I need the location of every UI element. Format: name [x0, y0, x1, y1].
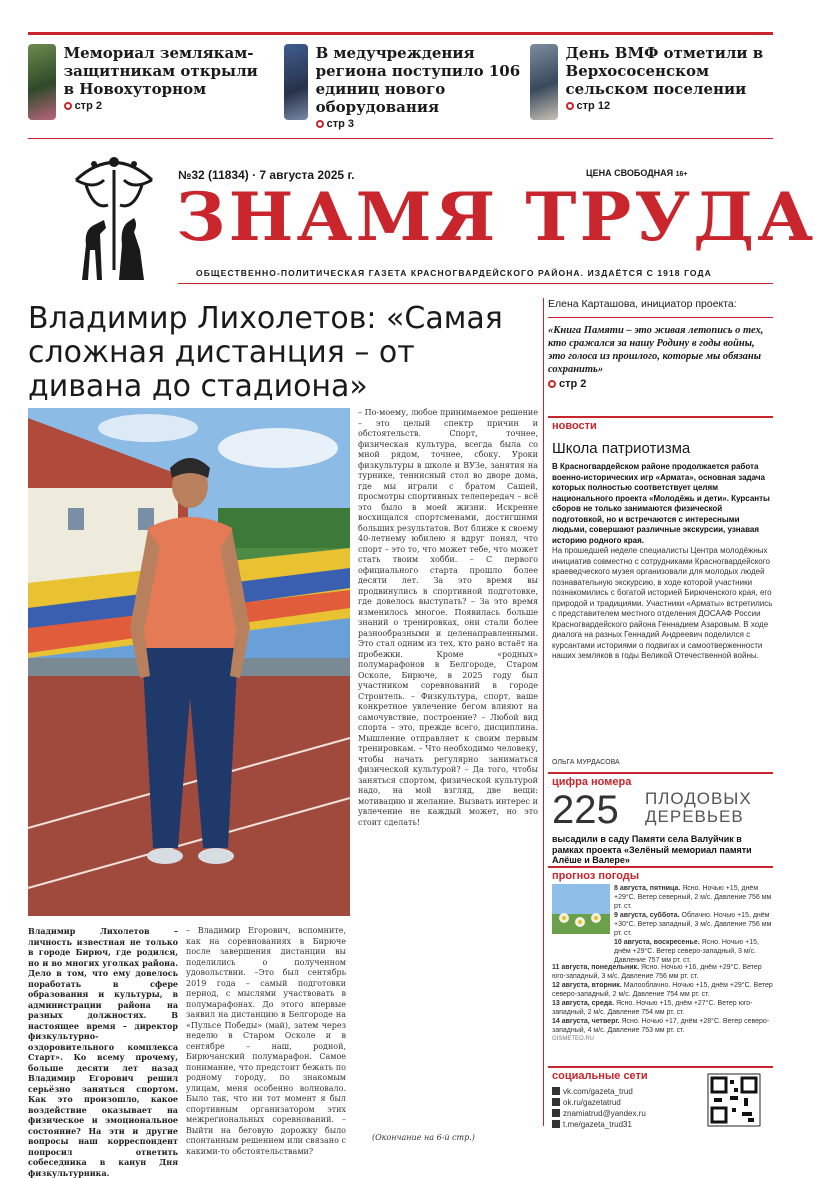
- number-text: высадили в саду Памяти села Валуйчик в рамках проекта «Зелёный мемориал памяти Алёше и Валере»: [552, 834, 752, 865]
- page-marker-icon: [316, 120, 324, 128]
- article-headline: Владимир Лихолетов: «Самая сложная дистанция – от дивана до стадиона»: [28, 301, 503, 404]
- logo-emblem-icon: [64, 150, 164, 285]
- weather-rubric: прогноз погоды: [552, 870, 640, 882]
- news-body: На прошедшей неделе специалисты Центра молодёжных инициатив совместно с сотрудниками Красногвардейского краеведческого музея организовали для молодых людей познавательную экскурсию, в ходе которой участники познакомились с богатой историей Бирюченского края, его природой и традициями. Участники «Арматы» встретились с представителем местного отделения ДОСААФ России Красногвардейского района Геннадием Азаровым. В ходе диалога на разных Геннадий Андреевич поделился с курсантами историями о подвигах и самоотверженности наших земляков в годы Великой Отечественной войны.: [552, 546, 773, 660]
- teaser-2[interactable]: [284, 44, 529, 128]
- news-rule: [548, 416, 773, 418]
- sidebar-quote: [548, 298, 773, 390]
- header-rule: [28, 138, 773, 139]
- masthead-subtitle: ОБЩЕСТВЕННО-ПОЛИТИЧЕСКАЯ ГАЗЕТА КРАСНОГВАРДЕЙСКОГО РАЙОНА. ИЗДАЁТСЯ С 1918 ГОДА: [196, 268, 712, 278]
- page-marker-icon: [64, 102, 72, 110]
- age-rating: 16+: [675, 171, 688, 178]
- weather-rule: [548, 866, 773, 868]
- social-rule: [548, 1066, 773, 1068]
- weather-day: 9 августа, суббота. Облачно. Ночью +15, днём +30°С. Ветер западный, 3 м/с. Давление 756 мм рт. ст.: [614, 912, 772, 937]
- teaser-page: стр 2: [64, 100, 273, 112]
- teaser-title: Мемориал землякам-защитникам открыли в Новохуторном: [63, 44, 258, 98]
- social-link-email[interactable]: znamiatrud@yandex.ru: [552, 1108, 702, 1119]
- teaser-photo: [530, 44, 558, 120]
- issue-info: №32 (11834) · 7 августа 2025 г.: [178, 168, 355, 182]
- sidebar-rule: [543, 298, 544, 1126]
- article-column-2: – Владимир Егорович, вспомните, как на соревнованиях в Бирюче после завершения дистанции вы поделились о полученном удовольствии. –Это был сентябрь 2019 года – самый подготовки период, с мыслями участвовать в полумарафонах. До этого впервые заявил на дистанцию в Белгороде на «Пульсе Победы» (май), затем через неделю в Старом Осколе и в сентябре – наш, родной, Бирючанский полумарафон. Самое понимание, что предстоит бежать по родному городу, по знакомым улицам, меня особенно волновало. Было так, что ни тот момент я был спортивным организатором этих межрегиональных соревнований. – Выйти на беговую дорожку было спонтанным решением или связано с какими-то обстоятельствами?: [186, 926, 346, 1156]
- weather-list-cont: [552, 963, 773, 1044]
- teaser-3[interactable]: [530, 44, 775, 128]
- news-title: Школа патриотизма: [552, 440, 691, 457]
- quote-text: «Книга Памяти – это живая летопись о тех, кто сражался за нашу Родину в годы войны, это голоса из прошлого, которые мы обязаны сохранить»: [548, 325, 764, 375]
- teaser-photo: [284, 44, 308, 120]
- number-rubric: цифра номера: [552, 776, 632, 788]
- teaser-page: стр 12: [566, 100, 775, 112]
- telegram-icon: [552, 1120, 560, 1128]
- teaser-photo: [28, 44, 56, 120]
- social-links: [552, 1086, 702, 1130]
- teaser-1[interactable]: [28, 44, 273, 128]
- teaser-title: День ВМФ отметили в Верхососенском сельском поселении: [565, 44, 764, 98]
- quote-author: Елена Карташова, инициатор проекта:: [548, 298, 737, 310]
- social-link-ok[interactable]: ok.ru/gazetatrud: [552, 1097, 702, 1108]
- social-link-vk[interactable]: vk.com/gazeta_trud: [552, 1086, 702, 1097]
- ok-icon: [552, 1098, 560, 1106]
- masthead-title: ЗНАМЯ ТРУДА: [176, 178, 816, 256]
- weather-day: 13 августа, среда. Ясно. Ночью +15, днём +27°С. Ветер юго-западный, 2 м/с. Давление 754 мм рт. ст.: [552, 1000, 753, 1016]
- number-value: 225: [552, 788, 619, 832]
- weather-day: 10 августа, воскресенье. Ясно. Ночью +15, днём +29°С. Ветер северо-западный, 3 м/с. Давление 757 мм рт. ст.: [614, 939, 759, 964]
- page-marker-icon: [548, 380, 556, 388]
- news-author: ОЛЬГА МУРДАСОВА: [552, 759, 620, 766]
- vk-icon: [552, 1087, 560, 1095]
- weather-photo: [552, 884, 610, 934]
- weather-day: 12 августа, вторник. Малооблачно. Ночью +15, днём +29°С. Ветер северо-западный, 2 м/с. Давление 754 мм рт. ст.: [552, 982, 773, 998]
- article-column-3: – По-моему, любое принимаемое решение – это целый спектр причин и обстоятельств. Спорт, точнее, физическая культура, всегда была со мной рядом, точнее, сбоку. Уроки физкультуры в школе и ВУЗе, занятия на турнике, теннисный стол во дворе дома, где мы играли с братом Сашей, просмотры спортивных телепередач – всё это было в моей жизни. Искренне восхищался спортсменами, достигшими больших результатов. Вот ближе к своему 40-летнему юбилею я вдруг понял, что спорт – это то, что может тебе, что может стать твоим хобби. – С первого официального старта прошло более десяти лет. За это время вы продвинулись в спортивной подготовке, где довелось выступать? – За это время изменилось многое. Появилась больше знаний о тренировках, они стали более разнообразными и целенаправленными. Это стал одним из тех, кто рано встаёт на пробежки. Кроме «родных» полумарафонов в Белгороде, Старом Осколе, Бирюче, в 2025 году был участником соревнований в городе Строитель. – Физкультура, спорт, ваше конкретное увлечение бегом влияют на самочувствие, построение? – Любой вид спорта – это, прежде всего, дисциплина. Мышление отправляет к своим первым тренировкам. – Что необходимо человеку, чтобы начать регулярно заниматься физической культурой? – Да того, чтобы заняться спортом, физической культурой надо, на мой взгляд, две вещи: мотивацию и желание. Вызвать интерес и увлечение не каждый может, но это стоит сделать!: [358, 408, 538, 827]
- social-rubric: социальные сети: [552, 1070, 648, 1082]
- teaser-page: стр 3: [316, 118, 529, 130]
- news-lead: В Красногвардейском районе продолжается работа военно-исторических игр «Армата», основная задача которых полностью соответствует целям национального проекта «Молодёжь и дети». Курсанты сборов не только занимаются физической подготовкой, но и встречаются с интересными людьми, совершают различные экскурсии, узнавая историю родного края.: [552, 462, 770, 545]
- weather-list: [614, 884, 773, 965]
- mail-icon: [552, 1109, 560, 1117]
- quote-page[interactable]: стр 2: [548, 378, 773, 390]
- weather-day: 11 августа, понедельник. Ясно. Ночью +16, днём +29°С. Ветер юго-западный, 3 м/с. Давление 756 мм рт. ст.: [552, 964, 762, 980]
- number-rule: [548, 772, 773, 774]
- news-rubric: новости: [552, 420, 597, 432]
- price-label: ЦЕНА СВОБОДНАЯ 16+: [586, 168, 688, 178]
- masthead-rule: [178, 283, 773, 284]
- page-marker-icon: [566, 102, 574, 110]
- article-photo: [28, 408, 350, 916]
- top-rule: [28, 32, 773, 35]
- teaser-title: В медучреждения региона поступило 106 единиц нового оборудования: [315, 44, 521, 116]
- social-link-telegram[interactable]: t.me/gazeta_trud31: [552, 1119, 702, 1130]
- number-unit: ПЛОДОВЫХ ДЕРЕВЬЕВ: [645, 789, 752, 826]
- article-lead: Владимир Лихолетов – личность известная не только в городе Бирюч, где родился, но и во многих уголках района. Дело в том, что ему довелось поработать в сфере образования и культуры, в администрации района на разных должностях. В настоящее время – директор физкультурно-оздоровительного комплекса Старт». Ко всему прочему, больше десяти лет назад Владимир Егорович решил серьёзно заняться спортом. Как это произошло, какое воздействие оказывает на физическое и эмоциональное состояние? На эти и другие вопросы наш корреспондент попросил ответить собеседника в канун Дня физкультурника.: [28, 926, 178, 1178]
- weather-day: 8 августа, пятница. Ясно. Ночью +15, днём +29°С. Ветер северный, 2 м/с. Давление 756 мм рт. ст.: [614, 885, 772, 910]
- qr-code-icon[interactable]: [708, 1074, 760, 1126]
- weather-day: 14 августа, четверг. Ясно. Ночью +17, днём +28°С. Ветер северо-западный, 4 м/с. Давление 753 мм рт. ст.: [552, 1018, 770, 1034]
- weather-source: GISMETEO.RU: [552, 1036, 595, 1042]
- continued-note: (Окончание на 6-й стр.): [372, 1133, 475, 1142]
